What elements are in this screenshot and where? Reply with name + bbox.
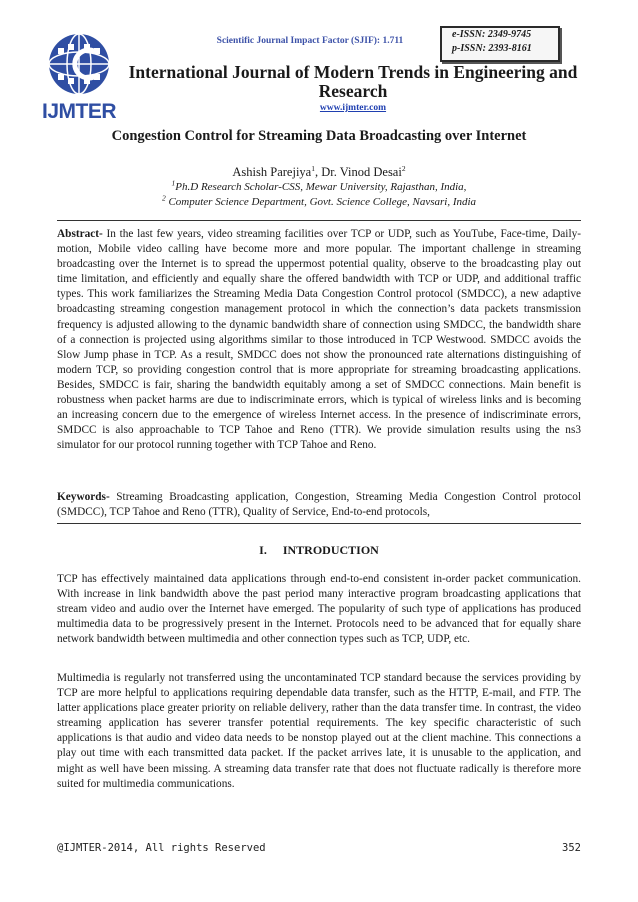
divider [57,220,581,221]
abstract-label: Abstract- [57,228,103,240]
keywords-text: Streaming Broadcasting application, Congestion, Streaming Media Congestion Control protocol (SMDCC), TCP Tahoe and Reno (TTR), Quality of Service, End-to-end protocols, [57,491,581,519]
affiliation [30,193,608,208]
abstract [57,227,581,453]
keywords [57,490,581,520]
author-name: Ashish Parejiya [232,165,312,179]
author-separator: , [314,165,322,179]
body-paragraph: TCP has effectively maintained data applications through end-to-end consistent in-order packet communication. With increase in link bandwidth above the past period many interactive program broadcasting applications that stream video and audio over the Internet have emerged. The popularity of such type of applications has produced multimedia data to be progressively present in the Internet. Protocols need to be advanced that for equally share network bandwidth between multimedia and other connection types such as TCP, UDP, etc. [57,573,581,646]
body-paragraph: Multimedia is regularly not transferred using the uncontaminated TCP standard because the services providing by TCP are more helpful to applications requiring dependable data transfer, such as the HTTP, E-mail, and FTP. The latter applications place greater priority on reliable delivery, rather than the data transfer time. In contrast, the video streaming application has severer transfer potential requirements. The key specific characteristic of such applications is that audio and video data needs to be nonstop played out at the client machine. This connections a play out time with each transmitted data packet. If the packet arrives late, it is unusable to the application, and might as well have been missing. A streaming data transfer rate that does not fluctuate radically is therefore more suited for multimedia communications. [57,672,581,790]
author-name: Dr. Vinod Desai [321,165,402,179]
issn-box [440,26,560,62]
impact-factor: Scientific Journal Impact Factor (SJIF): 1.711 [216,36,404,46]
section-number: I. [259,543,267,557]
page-number: 352 [562,842,581,854]
section-heading [30,543,608,558]
logo-wordmark: IJMTER [41,100,117,122]
journal-logo [38,30,120,122]
journal-title: International Journal of Modern Trends in Engineering and Research [128,62,578,101]
section-title: INTRODUCTION [282,543,379,557]
author-line [30,165,608,180]
divider [57,523,581,524]
journal-url-link[interactable]: www.ijmter.com [319,103,387,113]
keywords-label: Keywords- [57,491,110,503]
affiliation-text: Ph.D Research Scholar-CSS, Mewar University, Rajasthan, India, [175,181,467,193]
p-issn: p-ISSN: 2393-8161 [452,43,532,54]
abstract-text: In the last few years, video streaming facilities over TCP or UDP, such as YouTube, Face-time, Daily-motion, Mobile video calling have become more and more popular. The important challenge in streaming broadcasting over the Internet is to spread the uppermost potential quality, observe to the broadcasting play out time limitation, and efficiently and equally share the offered bandwidth with TCP or UDP, and additional traffic types. This work familiarizes the Streaming Media Data Congestion Control protocol (SMDCC), a new adaptive broadcasting streaming congestion management protocol in which the connection’s data packets transmission frequency is adjusted allowing to the dynamic bandwidth share of connection using SMDCC, the bandwidth share of a connection is projected using algorithms similar to those introduced in TCP Westwood. SMDCC avoids the Slow Jump phase in TCP. As a result, SMDCC does not show the pronounced rate alternations distinguishing of modern TCP, so providing congestion control that is more appropriate for streaming broadcasting applications. Besides, SMDCC is fair, sharing the bandwidth equitably among a set of SMDCC connections. Main benefit is robustness when packet harms are due to indiscriminate errors, which is typical of wireless links and is becoming an increasing concern due to the emergence of wireless Internet access. In the presence of indiscriminate errors, SMDCC is also approachable to TCP Tahoe and Reno (TTR). We provide simulation results using the ns3 simulator for our protocol running together with TCP Tahoe and Reno. [57,228,581,452]
affiliation-mark: 1 [171,178,176,188]
author-mark: 2 [401,163,406,173]
affiliation [30,178,608,193]
author-mark: 1 [311,163,315,173]
footer-copyright: @IJMTER-2014, All rights Reserved [57,842,266,854]
globe-icon [38,30,120,122]
affiliation-mark: 2 [161,193,166,203]
affiliation-text: Computer Science Department, Govt. Science College, Navsari, India [168,196,477,208]
paper-title: Congestion Control for Streaming Data Broadcasting over Internet [111,128,527,144]
e-issn: e-ISSN: 2349-9745 [452,29,532,40]
